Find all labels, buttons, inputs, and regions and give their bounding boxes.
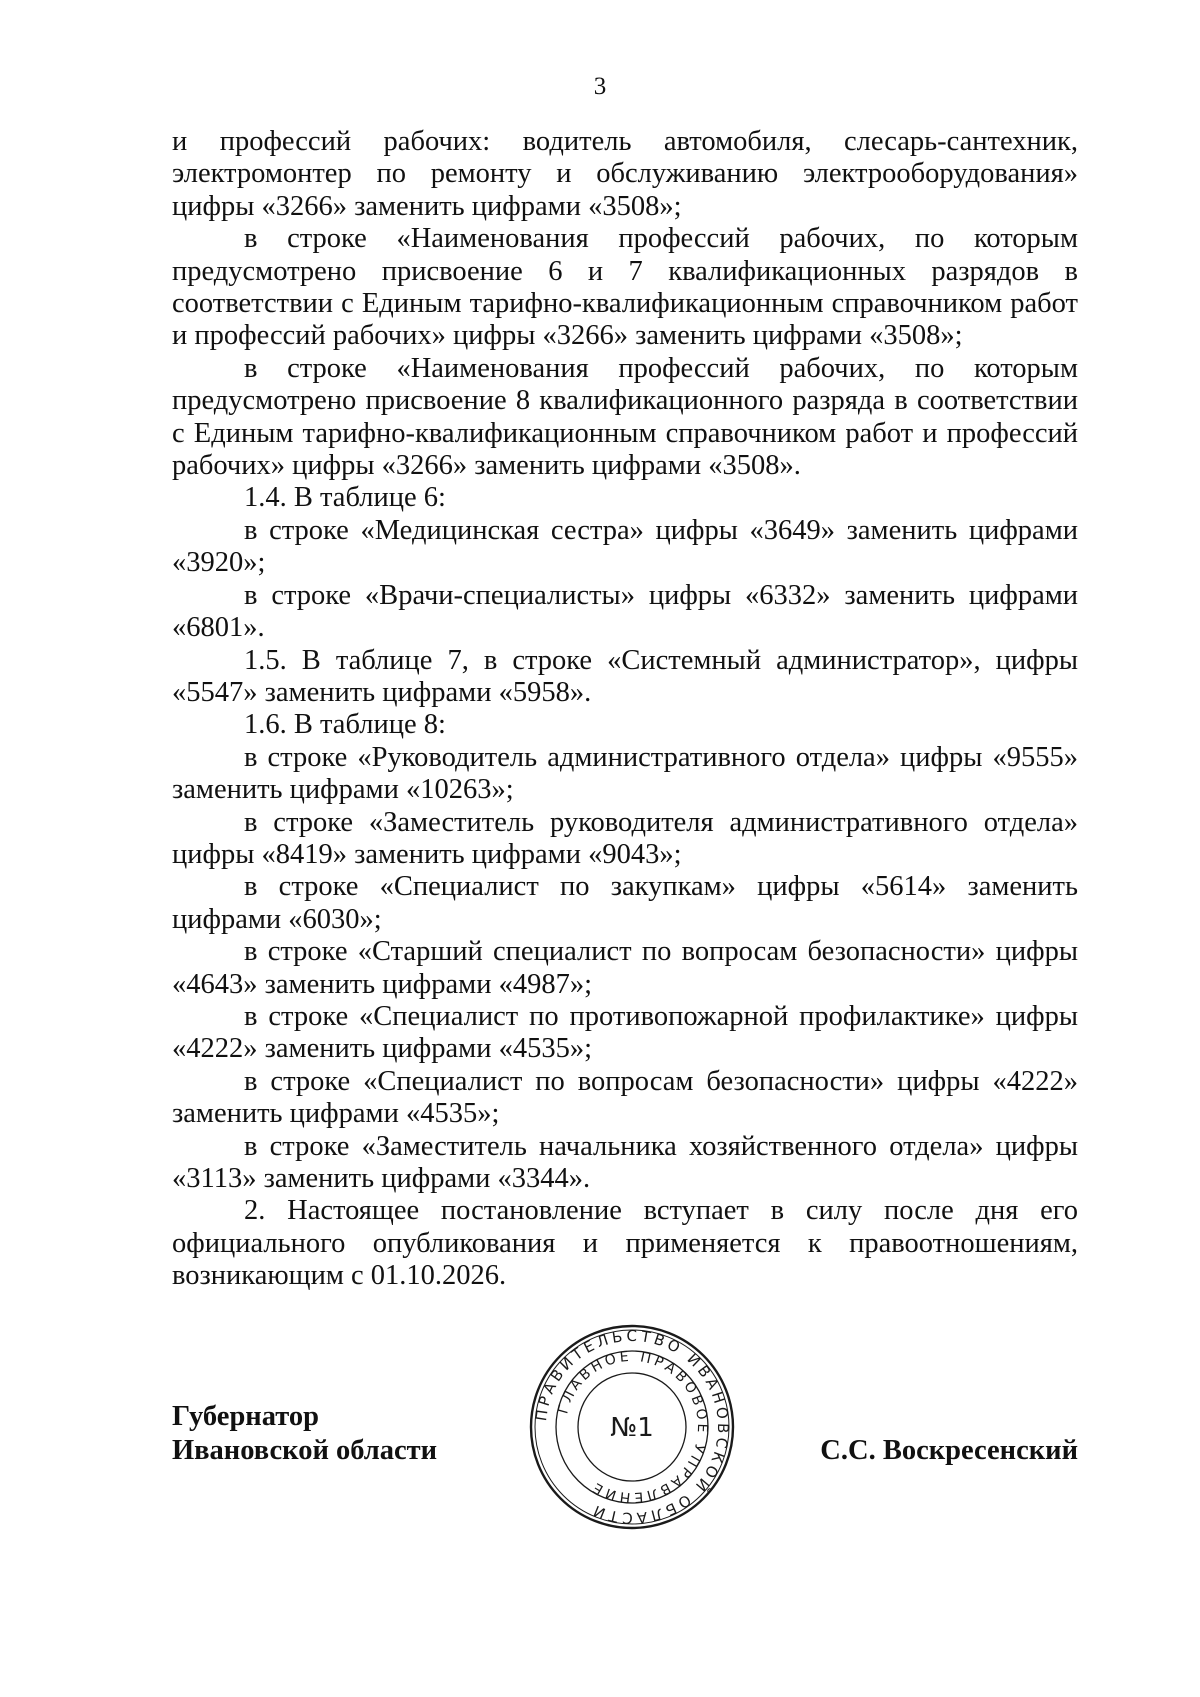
signatory-position-line1: Губернатор bbox=[172, 1401, 319, 1432]
paragraph-item-2: 2. Настоящее постановление вступает в силу после дня его официального опубликования и применяется к правоотношениям, возникающим с 01.10.2026. bbox=[172, 1195, 1078, 1292]
signatory-name: С.С. Воскресенский bbox=[820, 1435, 1078, 1466]
paragraph-item-1-5: 1.5. В таблице 7, в строке «Системный администратор», цифры «5547» заменить цифрами «5958». bbox=[172, 644, 1078, 708]
paragraph: в строке «Медицинская сестра» цифры «3649» заменить цифрами «3920»; bbox=[172, 514, 1078, 579]
paragraph: в строке «Врачи-специалисты» цифры «6332» заменить цифрами «6801». bbox=[172, 579, 1078, 644]
signatory-position bbox=[172, 1400, 437, 1468]
document-body bbox=[172, 126, 1078, 1293]
seal-inner-text: ГЛАВНОЕ ПРАВОВОЕ УПРАВЛЕНИЕ bbox=[555, 1348, 711, 1506]
signatory-position-line2: Ивановской области bbox=[172, 1435, 438, 1466]
paragraph: в строке «Заместитель руководителя административного отдела» цифры «8419» заменить цифрами «9043»; bbox=[172, 806, 1078, 870]
paragraph-item-1-4: 1.4. В таблице 6: bbox=[244, 482, 446, 514]
paragraph: в строке «Специалист по противопожарной профилактике» цифры «4222» заменить цифрами «4535»; bbox=[172, 1000, 1078, 1065]
paragraph-continuation: и профессий рабочих: водитель автомобиля, слесарь-сантехник, электромонтер по ремонту и обслуживанию электрооборудования» цифры «3266» заменить цифрами «3508»; bbox=[172, 126, 1078, 222]
seal-number: №1 bbox=[610, 1413, 654, 1443]
page-number: 3 bbox=[593, 73, 607, 100]
paragraph-item-1-6: 1.6. В таблице 8: bbox=[244, 709, 446, 741]
paragraph: в строке «Наименования профессий рабочих, по которым предусмотрено присвоение 8 квалификационного разряда в соответствии с Единым тарифно-квалификационным справочником работ и профессий рабочих» цифры «3266» заменить цифрами «3508». bbox=[172, 352, 1078, 482]
official-seal bbox=[527, 1322, 737, 1532]
paragraph: в строке «Заместитель начальника хозяйственного отдела» цифры «3113» заменить цифрами «3344». bbox=[172, 1130, 1078, 1194]
paragraph: в строке «Специалист по закупкам» цифры «5614» заменить цифрами «6030»; bbox=[172, 871, 1078, 935]
seal-outer-text: ПРАВИТЕЛЬСТВО ИВАНОВСКОЙ ОБЛАСТИ bbox=[532, 1326, 733, 1528]
paragraph: в строке «Руководитель административного отдела» цифры «9555» заменить цифрами «10263»; bbox=[172, 741, 1078, 806]
paragraph: в строке «Наименования профессий рабочих, по которым предусмотрено присвоение 6 и 7 квалификационных разрядов в соответствии с Единым тарифно-квалификационным справочником работ и профессий рабочих» цифры «3266» заменить цифрами «3508»; bbox=[172, 223, 1078, 352]
paragraph: в строке «Старший специалист по вопросам безопасности» цифры «4643» заменить цифрами «4987»; bbox=[172, 936, 1078, 1000]
paragraph: в строке «Специалист по вопросам безопасности» цифры «4222» заменить цифрами «4535»; bbox=[172, 1065, 1078, 1130]
